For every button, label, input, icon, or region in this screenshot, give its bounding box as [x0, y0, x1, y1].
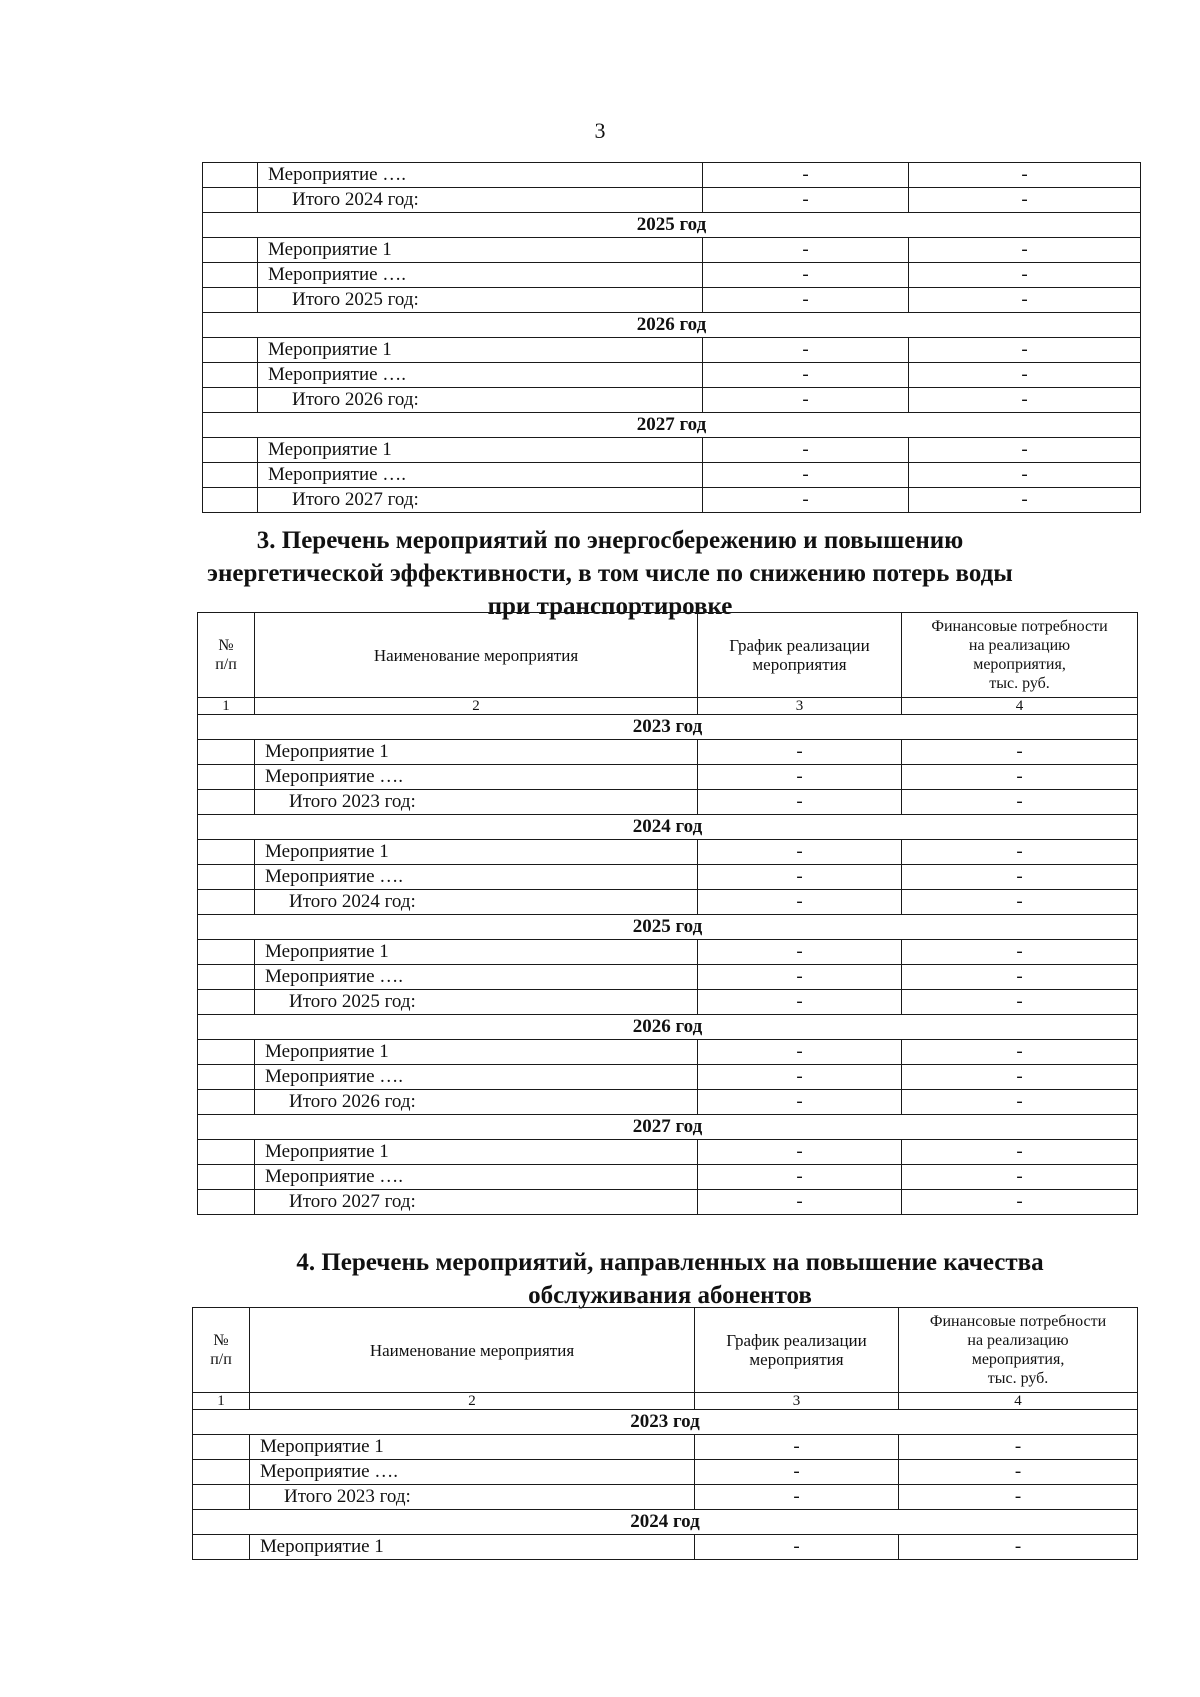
schedule-cell: -	[703, 463, 909, 488]
finance-cell: -	[902, 1040, 1138, 1065]
schedule-cell: -	[703, 163, 909, 188]
finance-cell: -	[902, 990, 1138, 1015]
table-row	[203, 463, 1141, 488]
finance-cell: -	[902, 1090, 1138, 1115]
schedule-cell: -	[698, 990, 902, 1015]
finance-cell: -	[909, 338, 1141, 363]
title-line: обслуживания абонентов	[528, 1282, 812, 1309]
measure-name: Итого 2025 год:	[258, 288, 703, 313]
table-row	[198, 840, 1138, 865]
row-number-cell	[203, 488, 258, 513]
measure-name: Мероприятие 1	[255, 740, 698, 765]
row-number-cell	[198, 1065, 255, 1090]
schedule-cell: -	[698, 1090, 902, 1115]
row-number-cell	[198, 765, 255, 790]
header-finance: Финансовые потребности на реализацию мероприятия, тыс. руб.	[899, 1308, 1138, 1393]
finance-cell: -	[899, 1435, 1138, 1460]
measure-name: Итого 2024 год:	[255, 890, 698, 915]
schedule-cell: -	[698, 1065, 902, 1090]
finance-cell: -	[909, 288, 1141, 313]
year-heading: 2025 год	[203, 213, 1141, 238]
total-row	[203, 488, 1141, 513]
year-heading: 2024 год	[193, 1510, 1138, 1535]
schedule-cell: -	[703, 238, 909, 263]
measure-name: Мероприятие 1	[258, 338, 703, 363]
finance-cell: -	[909, 438, 1141, 463]
title-line: энергетической эффективности, в том числе по снижению потерь воды	[207, 560, 1013, 587]
row-number-cell	[198, 890, 255, 915]
measure-name: Мероприятие ….	[258, 463, 703, 488]
schedule-cell: -	[695, 1535, 899, 1560]
schedule-cell: -	[695, 1435, 899, 1460]
row-number-cell	[203, 338, 258, 363]
column-number: 4	[899, 1393, 1138, 1410]
table-row	[198, 1165, 1138, 1190]
measure-name: Итого 2025 год:	[255, 990, 698, 1015]
table-row	[198, 865, 1138, 890]
row-number-cell	[198, 740, 255, 765]
table-row	[193, 1435, 1138, 1460]
row-number-cell	[198, 965, 255, 990]
schedule-cell: -	[698, 865, 902, 890]
column-number: 4	[902, 698, 1138, 715]
finance-cell: -	[902, 940, 1138, 965]
section-4-table	[192, 1307, 1138, 1560]
finance-cell: -	[899, 1460, 1138, 1485]
measure-name: Итого 2027 год:	[255, 1190, 698, 1215]
row-number-cell	[198, 1090, 255, 1115]
finance-cell: -	[902, 740, 1138, 765]
row-number-cell	[203, 463, 258, 488]
row-number-cell	[203, 288, 258, 313]
measure-name: Итого 2026 год:	[258, 388, 703, 413]
measure-name: Мероприятие 1	[250, 1435, 695, 1460]
finance-cell: -	[899, 1485, 1138, 1510]
finance-cell: -	[902, 765, 1138, 790]
total-row	[198, 790, 1138, 815]
schedule-cell: -	[698, 1140, 902, 1165]
row-number-cell	[198, 1190, 255, 1215]
section-4-title	[190, 1246, 1150, 1312]
column-number: 2	[255, 698, 698, 715]
row-number-cell	[203, 363, 258, 388]
measure-name: Мероприятие ….	[255, 865, 698, 890]
finance-cell: -	[902, 1140, 1138, 1165]
row-number-cell	[203, 438, 258, 463]
schedule-cell: -	[698, 740, 902, 765]
finance-cell: -	[902, 1065, 1138, 1090]
column-number-row	[193, 1393, 1138, 1410]
row-number-cell	[198, 1165, 255, 1190]
title-line: 3. Перечень мероприятий по энергосбережению и повышению	[256, 527, 964, 554]
finance-cell: -	[909, 488, 1141, 513]
measure-name: Итого 2023 год:	[255, 790, 698, 815]
table-row	[198, 940, 1138, 965]
schedule-cell: -	[698, 890, 902, 915]
row-number-cell	[198, 790, 255, 815]
schedule-cell: -	[703, 388, 909, 413]
schedule-cell: -	[703, 188, 909, 213]
measure-name: Мероприятие 1	[250, 1535, 695, 1560]
header-num: № п/п	[193, 1308, 250, 1393]
schedule-cell: -	[698, 765, 902, 790]
finance-cell: -	[909, 363, 1141, 388]
finance-cell: -	[909, 463, 1141, 488]
row-number-cell	[203, 163, 258, 188]
title-line: 4. Перечень мероприятий, направленных на повышение качества	[296, 1249, 1044, 1276]
row-number-cell	[198, 1140, 255, 1165]
header-row	[198, 613, 1138, 698]
finance-cell: -	[909, 163, 1141, 188]
table-row	[198, 1140, 1138, 1165]
row-number-cell	[193, 1485, 250, 1510]
schedule-cell: -	[703, 438, 909, 463]
header-schedule: График реализации мероприятия	[695, 1308, 899, 1393]
year-heading: 2026 год	[203, 313, 1141, 338]
schedule-cell: -	[703, 288, 909, 313]
measure-name: Мероприятие ….	[258, 263, 703, 288]
finance-cell: -	[899, 1535, 1138, 1560]
header-row	[193, 1308, 1138, 1393]
year-row	[198, 1115, 1138, 1140]
table-row	[193, 1535, 1138, 1560]
measure-name: Мероприятие ….	[255, 965, 698, 990]
title-line: при транспортировке	[487, 593, 733, 620]
row-number-cell	[203, 188, 258, 213]
page-number: 3	[594, 118, 606, 143]
row-number-cell	[203, 388, 258, 413]
table-row	[203, 263, 1141, 288]
table-row	[203, 338, 1141, 363]
table-row	[203, 363, 1141, 388]
finance-cell: -	[909, 188, 1141, 213]
measure-name: Итого 2023 год:	[250, 1485, 695, 1510]
year-row	[198, 715, 1138, 740]
measure-name: Мероприятие 1	[258, 238, 703, 263]
year-heading: 2023 год	[193, 1410, 1138, 1435]
year-heading: 2023 год	[198, 715, 1138, 740]
measure-name: Итого 2027 год:	[258, 488, 703, 513]
total-row	[203, 288, 1141, 313]
finance-cell: -	[902, 1165, 1138, 1190]
schedule-cell: -	[703, 488, 909, 513]
table-row	[198, 765, 1138, 790]
finance-cell: -	[902, 890, 1138, 915]
column-number: 3	[695, 1393, 899, 1410]
year-row	[203, 213, 1141, 238]
table-row	[203, 163, 1141, 188]
schedule-cell: -	[698, 840, 902, 865]
table-row	[198, 965, 1138, 990]
year-row	[198, 1015, 1138, 1040]
total-row	[203, 388, 1141, 413]
row-number-cell	[198, 840, 255, 865]
year-row	[203, 313, 1141, 338]
total-row	[203, 188, 1141, 213]
year-row	[203, 413, 1141, 438]
section-3-title	[150, 524, 1070, 623]
finance-cell: -	[902, 1190, 1138, 1215]
year-row	[193, 1510, 1138, 1535]
measure-name: Мероприятие ….	[255, 765, 698, 790]
row-number-cell	[193, 1535, 250, 1560]
table-row	[198, 1040, 1138, 1065]
finance-cell: -	[902, 790, 1138, 815]
measure-name: Мероприятие ….	[255, 1065, 698, 1090]
measure-name: Мероприятие ….	[250, 1460, 695, 1485]
finance-cell: -	[902, 965, 1138, 990]
header-num: № п/п	[198, 613, 255, 698]
schedule-cell: -	[698, 940, 902, 965]
schedule-cell: -	[698, 965, 902, 990]
year-row	[198, 915, 1138, 940]
year-heading: 2026 год	[198, 1015, 1138, 1040]
table-row	[198, 1065, 1138, 1090]
schedule-cell: -	[698, 1190, 902, 1215]
year-row	[193, 1410, 1138, 1435]
measure-name: Итого 2024 год:	[258, 188, 703, 213]
table-row	[203, 438, 1141, 463]
year-heading: 2025 год	[198, 915, 1138, 940]
schedule-cell: -	[703, 263, 909, 288]
schedule-cell: -	[695, 1485, 899, 1510]
measure-name: Мероприятие 1	[255, 940, 698, 965]
total-row	[198, 1090, 1138, 1115]
row-number-cell	[193, 1460, 250, 1485]
total-row	[198, 990, 1138, 1015]
row-number-cell	[198, 990, 255, 1015]
table-row	[203, 238, 1141, 263]
measure-name: Мероприятие 1	[255, 840, 698, 865]
schedule-cell: -	[695, 1460, 899, 1485]
measure-name: Мероприятие 1	[258, 438, 703, 463]
finance-cell: -	[909, 238, 1141, 263]
column-number: 1	[193, 1393, 250, 1410]
year-row	[198, 815, 1138, 840]
row-number-cell	[203, 263, 258, 288]
measure-name: Мероприятие ….	[258, 363, 703, 388]
table-row	[193, 1460, 1138, 1485]
row-number-cell	[193, 1435, 250, 1460]
year-heading: 2027 год	[198, 1115, 1138, 1140]
header-name: Наименование мероприятия	[250, 1308, 695, 1393]
column-number-row	[198, 698, 1138, 715]
header-finance: Финансовые потребности на реализацию мероприятия, тыс. руб.	[902, 613, 1138, 698]
year-heading: 2024 год	[198, 815, 1138, 840]
finance-cell: -	[902, 840, 1138, 865]
row-number-cell	[198, 940, 255, 965]
row-number-cell	[198, 1040, 255, 1065]
year-heading: 2027 год	[203, 413, 1141, 438]
section-3-table	[197, 612, 1138, 1215]
finance-cell: -	[909, 263, 1141, 288]
header-schedule: График реализации мероприятия	[698, 613, 902, 698]
table-row	[198, 740, 1138, 765]
measure-name: Мероприятие ….	[255, 1165, 698, 1190]
total-row	[193, 1485, 1138, 1510]
row-number-cell	[198, 865, 255, 890]
top-continuation-table	[202, 162, 1141, 513]
total-row	[198, 1190, 1138, 1215]
column-number: 3	[698, 698, 902, 715]
measure-name: Мероприятие 1	[255, 1040, 698, 1065]
total-row	[198, 890, 1138, 915]
measure-name: Мероприятие ….	[258, 163, 703, 188]
column-number: 2	[250, 1393, 695, 1410]
measure-name: Мероприятие 1	[255, 1140, 698, 1165]
finance-cell: -	[909, 388, 1141, 413]
schedule-cell: -	[698, 1040, 902, 1065]
schedule-cell: -	[703, 338, 909, 363]
schedule-cell: -	[698, 790, 902, 815]
column-number: 1	[198, 698, 255, 715]
header-name: Наименование мероприятия	[255, 613, 698, 698]
measure-name: Итого 2026 год:	[255, 1090, 698, 1115]
finance-cell: -	[902, 865, 1138, 890]
schedule-cell: -	[703, 363, 909, 388]
row-number-cell	[203, 238, 258, 263]
schedule-cell: -	[698, 1165, 902, 1190]
